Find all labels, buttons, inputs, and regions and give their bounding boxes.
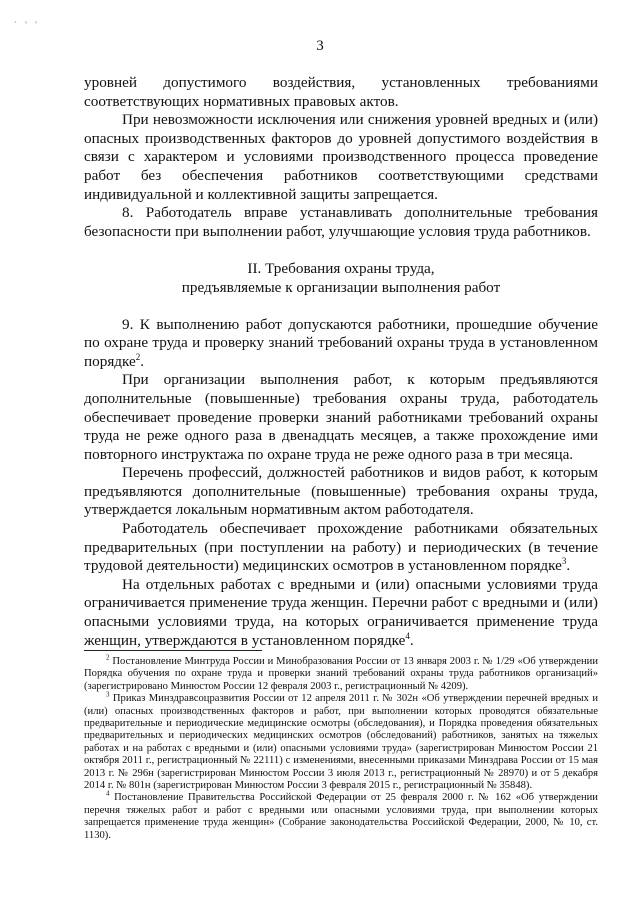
footnote-divider [84, 650, 262, 651]
paragraph-9-end: . [140, 352, 145, 370]
paragraph-9-text: 9. К выполнению работ допускаются работники, прошедшие обучение по охране труда и проверку знаний требований охраны труда в установленном порядке [84, 315, 598, 370]
paragraph-medical-exams [84, 520, 598, 576]
footnote-2-text: Постановление Минтруда России и Минобразования России от 13 января 2003 г. № 1/29 «Об утверждении Порядка обучения по охране труда и проверки знаний требований охраны труда работников организаций» (зарегистрировано Минюстом России 12 февраля 2003 г., регистрационный № 4209). [84, 656, 598, 692]
footnote-4-number: 4 [106, 789, 110, 798]
footnote-3-text: Приказ Минздравсоцразвития России от 12 апреля 2011 г. № 302н «Об утверждении перечней вредных и (или) опасных производственных факторов и работ, при выполнении которых проводятся обязательные предварительные и периодические медицинские осмотры (обследования), и Порядка проведения обязательных предварительных и периодических медицинских осмотров (обследований) работников, занятых на тяжелых работах и на работах с вредными и (или) опасными условиями труда» (зарегистрирован Минюстом России 21 октября 2011 г., регистрационный № 22111) с изменениями, внесенными приказами Минздрава России от 15 мая 2013 г. № 296н (зарегистрирован Минюстом России 3 июля 2013 г., регистрационный № 28970) и от 5 декабря 2014 г. № 801н (зарегистрирован Минюстом России 3 февраля 2015 г., регистрационный № 35848). [84, 693, 599, 792]
paragraph-8: 8. Работодатель вправе устанавливать дополнительные требования безопасности при выполнении работ, улучшающие условия труда работников. [84, 204, 598, 240]
footnote-3 [84, 690, 599, 792]
document-body [84, 74, 598, 650]
paragraph-9 [84, 316, 598, 372]
paragraph-women-restrictions [84, 576, 598, 650]
footnote-ref-4: 4 [405, 630, 410, 641]
section-heading-line2: предъявляемые к организации выполнения работ [181, 278, 501, 296]
section-heading-line1: II. Требования охраны труда, [247, 260, 435, 278]
footnote-4 [84, 789, 598, 842]
paragraph-continuation: уровней допустимого воздействия, установленных требованиями соответствующих нормативных правовых актов. [84, 74, 598, 110]
footnote-ref-2: 2 [135, 351, 141, 362]
footnote-4-text: Постановление Правительства Российской Федерации от 25 февраля 2000 г. № 162 «Об утверждении перечня тяжелых работ и работ с вредными или опасными условиями труда, при выполнении которых запрещается применение труда женщин» (Собрание законодательства Российской Федерации, 2000, № 10, ст. 1130). [84, 792, 598, 841]
footnote-2-number: 2 [106, 653, 110, 662]
footnote-2 [84, 653, 598, 693]
section-heading [84, 260, 598, 297]
scan-artifact: ` ' ' [14, 20, 40, 30]
paragraph-medical-text: Работодатель обеспечивает прохождение работниками обязательных предварительных (при поступлении на работу) и периодических (в течение трудовой деятельности) медицинских осмотров в установленном порядке [84, 520, 598, 575]
footnotes [84, 653, 599, 842]
paragraph-women-text: На отдельных работах с вредными и (или) опасными условиями труда ограничивается применение труда женщин. Перечни работ с вредными и (или) опасными условиями труда, на которых ограничивается применение труда женщин, утверждаются в установленном порядке [84, 575, 598, 649]
paragraph-protection-means: При невозможности исключения или снижения уровней вредных и (или) опасных производственных факторов до уровней допустимого воздействия в связи с характером и условиями производственного процесса проведение работ без обеспечения работников соответствующими средствами индивидуальной и коллективной защиты запрещается. [84, 111, 598, 203]
paragraph-knowledge-check: При организации выполнения работ, к которым предъявляются дополнительные (повышенные) требования охраны труда, работодатель обеспечивает проведение проверки знаний работниками требований охраны труда не реже одного раза в двенадцать месяцев, а также прохождение ими повторного инструктажа по охране труда не реже одного раза в три месяца. [84, 371, 598, 463]
footnote-3-number: 3 [106, 690, 110, 699]
page-number: 3 [316, 38, 324, 54]
paragraph-professions-list: Перечень профессий, должностей работников и видов работ, к которым предъявляются дополнительные (повышенные) требования охраны труда, утверждается локальным нормативным актом работодателя. [84, 464, 598, 519]
paragraph-women-end: . [409, 631, 414, 649]
paragraph-medical-end: . [566, 557, 571, 575]
footnote-ref-3: 3 [561, 556, 567, 567]
